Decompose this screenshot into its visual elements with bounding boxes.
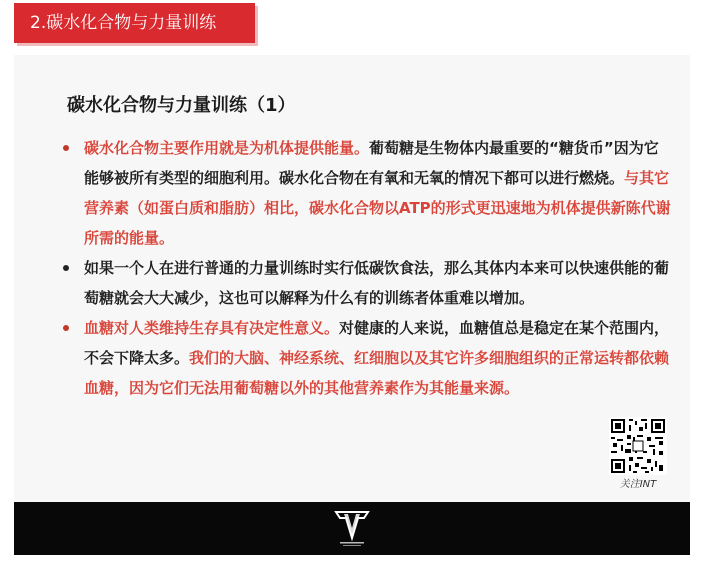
bullet-3-text-3: 我们的大脑、神经系统、红细胞以及其它许多细胞组织的正常运转都依赖血糖，因为它们无法用葡萄糖以外的其他营养素作为其能量来源。 [84,349,670,397]
bullet-item-1 [62,133,672,253]
qr-caption: 关注INT [619,479,657,490]
bullet-2-text-1: 如果一个人在进行普通的力量训练时实行低碳饮食法，那么其体内本来可以快速供能的葡萄糖就会大大减少，这也可以解释为什么有的训练者体重难以增加。 [84,259,670,307]
bullet-3-text-2: 对健康的人来说，血糖值总是稳定在某个范围内，不会下降太多。 [84,319,670,367]
bullet-1-text-3: 与其它营养素（如蛋白质和脂肪）相比，碳水化合物以ATP的形式更迅速地为机体提供新陈代谢所需的能量。 [84,169,671,247]
section-tag: 2.碳水化合物与力量训练 [14,3,255,43]
slide-title: 碳水化合物与力量训练（1） [67,95,296,116]
int-logo-icon [330,508,374,548]
slide-body [14,55,690,502]
slide [14,55,690,555]
bullet-item-3 [62,313,672,403]
bullet-1-text-1: 碳水化合物主要作用就是为机体提供能量。 [84,139,370,157]
bullet-1-text-2: 葡萄糖是生物体内最重要的“糖货币”因为它能够被所有类型的细胞利用。碳水化合物在有氧和无氧的情况下都可以进行燃烧。 [84,139,659,187]
qr-code-icon [609,417,667,475]
bullet-3-text-1: 血糖对人类维持生存具有决定性意义。 [84,319,340,337]
bullet-list [62,133,672,403]
bullet-item-2 [62,253,672,313]
footer-bar [14,502,690,555]
